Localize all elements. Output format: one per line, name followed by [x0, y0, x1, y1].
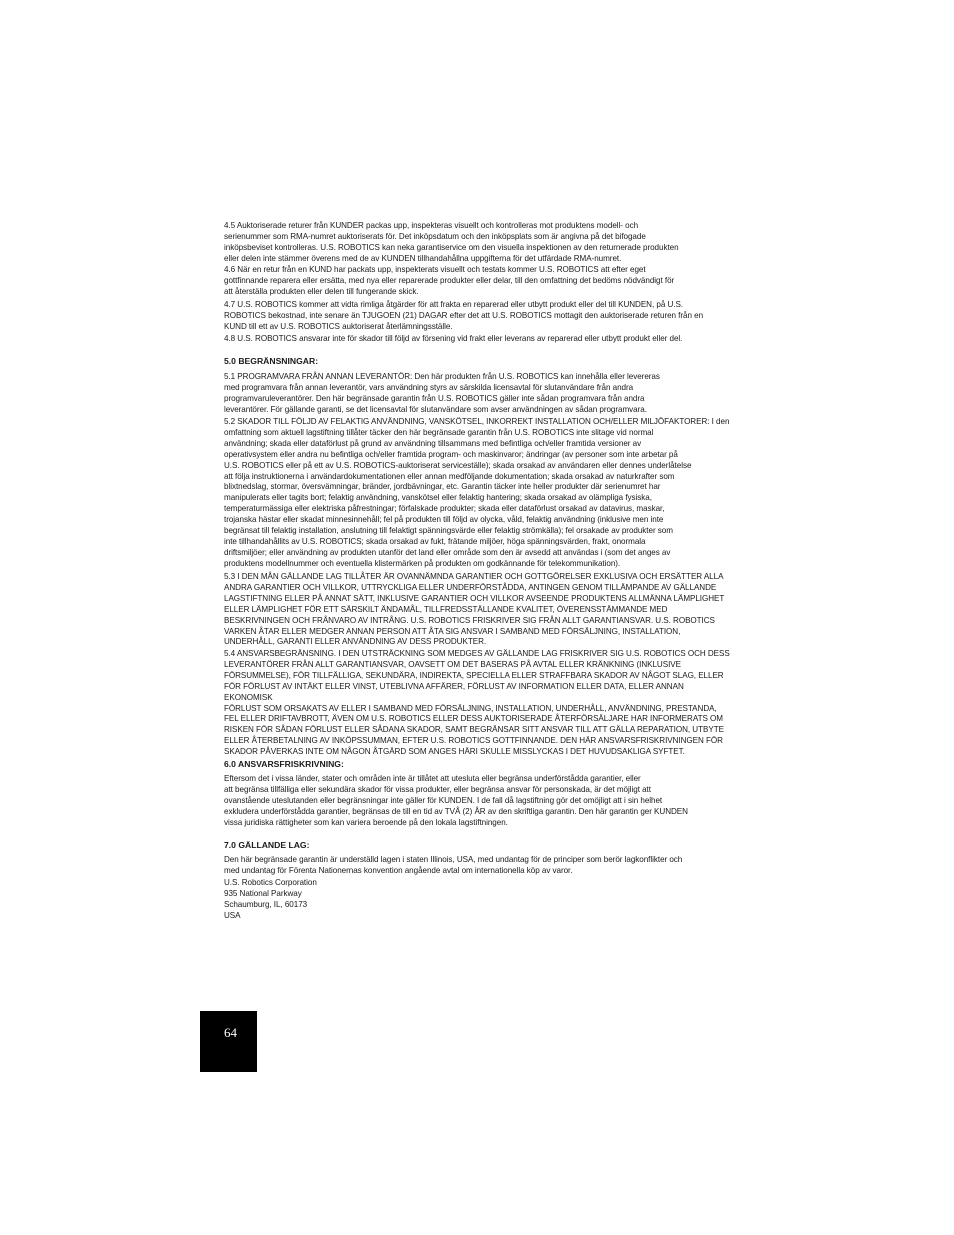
paragraph-6: Eftersom det i vissa länder, stater och områden inte är tillåtet att utesluta eller begränsa underförstådda garantier, eller att begränsa tillfälliga eller sekundära skador för vissa produkter, eller begränsa ansvar för personskada, är det möjligt att ovanstående uteslutanden eller begränsningar inte gäller för KUNDEN. I de fall då lagstiftning gör det omöjligt att i sin helhet exkludera underförstådda garantier, begränsas de till en tid av TVÅ (2) ÅR av den skriftliga garantin. Den här garantin ger KUNDEN vissa juridiska rättigheter som kan variera beroende på den lokala lagstiftningen.	[224, 774, 688, 827]
paragraph-4-6: 4.6 När en retur från en KUND har packats upp, inspekterats visuellt och testats kommer U.S. ROBOTICS att efter eget gottfinnande reparera eller ersätta, med nya eller reparerade produkter eller delar, till den omfattning det bedöms nödvändigt för att återställa produkten eller delen till fungerande skick.	[224, 265, 675, 296]
company-address: U.S. Robotics Corporation 935 National Parkway Schaumburg, IL, 60173 USA	[224, 878, 317, 920]
section-heading-7: 7.0 GÄLLANDE LAG:	[224, 840, 310, 850]
page-number: 64	[224, 1025, 237, 1040]
section-heading-5: 5.0 BEGRÄNSNINGAR:	[224, 356, 319, 366]
paragraph-5-1: 5.1 PROGRAMVARA FRÅN ANNAN LEVERANTÖR: Den här produkten från U.S. ROBOTICS kan innehålla eller levereras med programvara från annan leverantör, vars användning styrs av särskilda licensavtal för slutanvändare från andra programvaruleverantörer. Den här begränsade garantin från U.S. ROBOTICS gäller inte sådan programvara från andra leverantörer. För gällande garanti, se det licensavtal för slutanvändare som avser användningen av sådan programvara.	[224, 372, 660, 414]
paragraph-4-7: 4.7 U.S. ROBOTICS kommer att vidta rimliga åtgärder för att frakta en reparerad eller utbytt produkt eller del till KUNDEN, på U.S. ROBOTICS bekostnad, inte senare än TJUGOEN (21) DAGAR efter det att U.S. ROBOTICS mottagit den auktoriserade returen från en KUND till ett av U.S. ROBOTICS auktoriserat återlämningsställe.	[224, 300, 704, 331]
paragraph-5-2: 5.2 SKADOR TILL FÖLJD AV FELAKTIG ANVÄNDNING, VANSKÖTSEL, INKORREKT INSTALLATION OCH/ELLER MILJÖFAKTORER: I den omfattning som aktuell lagstiftning tillåter täcker den här begränsade garantin från U.S. ROBOTICS inte slitage vid normal användning; skada eller dataförlust på grund av användning tillsammans med befintliga och/eller framtida versioner av operativsystem eller andra nu befintliga och/eller framtida program- och maskinvaror; ändringar (av personer som inte arbetar på U.S. ROBOTICS eller på ett av U.S. ROBOTICS-auktoriserat serviceställe); skada orsakad av användaren eller dennes underlåtelse att följa instruktionerna i användardokumentationen eller annan medföljande dokumentation; skada orsakad av naturkrafter som blixtnedslag, stormar, översvämningar, bränder, jordbävningar, etc. Garantin täcker inte heller produkter där serienumret har manipulerats eller tagits bort; felaktig användning, vanskötsel eller felaktig hantering; skada orsakad av olämpliga fysiska, temperaturmässiga eller elektriska påfrestningar; förfalskade produkter; skada eller dataförlust orsakad av datavirus, maskar, trojanska hästar eller skadat minnesinnehåll; fel på produkten till följd av olycka, våld, felaktig användning (inklusive men inte begränsat till felaktig installation, anslutning till felaktigt spänningsvärde eller felaktig strömkälla); fel orsakade av produkter som inte tillhandahållits av U.S. ROBOTICS; skada orsakad av fukt, frätande miljöer, höga spänningsvärden, frakt, onormala driftsmiljöer; eller användning av produkten utanför det land eller område som den är avsedd att användas i (som det anges av produktens modellnummer och eventuella klistermärken på produkten om godkännande för telekommunikation).	[224, 417, 730, 568]
section-heading-6: 6.0 ANSVARSFRISKRIVNING:	[224, 759, 344, 769]
page-number-box	[200, 1011, 257, 1072]
paragraph-5-3: 5.3 I DEN MÅN GÄLLANDE LAG TILLÅTER ÄR OVANNÄMNDA GARANTIER OCH GOTTGÖRELSER EXKLUSIVA OCH ERSÄTTER ALLA ANDRA GARANTIER OCH VILLKOR, UTTRYCKLIGA ELLER UNDERFÖRSTÅDDA, ANTINGEN GENOM TILLÄMPANDE AV GÄLLANDE LAGSTIFTNING ELLER PÅ ANNAT SÄTT, INKLUSIVE GARANTIER OCH VILLKOR AVSEENDE PRODUKTENS ALLMÄNNA LÄMPLIGHET ELLER LÄMPLIGHET FÖR ETT SÄRSKILT ÄNDAMÅL, TILLFREDSSTÄLLANDE KVALITET, ÖVERENSSTÄMMANDE MED BESKRIVNINGEN OCH FRÅNVARO AV INTRÅNG. U.S. ROBOTICS FRISKRIVER SIG FRÅN ALLT GARANTIANSVAR. U.S. ROBOTICS VARKEN ÅTAR ELLER MEDGER ANNAN PERSON ATT ÅTA SIG ANSVAR I SAMBAND MED FÖRSÄLJNING, INSTALLATION, UNDERHÅLL, GARANTI ELLER ANVÄNDNING AV DESS PRODUKTER.	[224, 572, 725, 647]
paragraph-4-5: 4.5 Auktoriserade returer från KUNDER packas upp, inspekteras visuellt och kontrolleras mot produktens modell- och serienummer som RMA-numret auktoriserats för. Det inköpsdatum och den inköpsplats som är angivna på det bifogade inköpsbeviset kontrolleras. U.S. ROBOTICS kan neka garantiservice om den visuella inspektionen av den returnerade produkten eller delen inte stämmer överens med de av KUNDEN tillhandahållna uppgifterna för det utfärdade RMA-numret.	[224, 221, 679, 263]
paragraph-5-4: 5.4 ANSVARSBEGRÄNSNING. I DEN UTSTRÄCKNING SOM MEDGES AV GÄLLANDE LAG FRISKRIVER SIG U.S. ROBOTICS OCH DESS LEVERANTÖRER FRÅN ALLT GARANTIANSVAR, OAVSETT OM DET BASERAS PÅ AVTAL ELLER KRÄNKNING (INKLUSIVE FÖRSUMMELSE), FÖR TILLFÄLLIGA, SEKUNDÄRA, INDIREKTA, SPECIELLA ELLER STRAFFBARA SKADOR AV NÅGOT SLAG, ELLER FÖR FÖRLUST AV INTÄKT ELLER VINST, UTEBLIVNA AFFÄRER, FÖRLUST AV INFORMATION ELLER DATA, ELLER ANNAN EKONOMISK FÖRLUST SOM ORSAKATS AV ELLER I SAMBAND MED FÖRSÄLJNING, INSTALLATION, UNDERHÅLL, ANVÄNDNING, PRESTANDA, FEL ELLER DRIFTAVBROTT, ÄVEN OM U.S. ROBOTICS ELLER DESS AUKTORISERADE ÅTERFÖRSÄLJARE HAR INFORMERATS OM RISKEN FÖR SÅDAN FÖRLUST ELLER SÅDANA SKADOR, SAMT BEGRÄNSAR SITT ANSVAR TILL ATT GÄLLA REPARATION, UTBYTE ELLER ÅTERBETALNING AV INKÖPSSUMMAN, EFTER U.S. ROBOTICS GOTTFINNANDE. DEN HÄR ANSVARSFRISKRIVNINGEN FÖR SKADOR PÅVERKAS INTE OM NÅGON ÅTGÄRD SOM ANGES HÄRI SKULLE MISSLYCKAS I DET HUVUDSAKLIGA SYFTET.	[224, 649, 730, 757]
paragraph-4-8: 4.8 U.S. ROBOTICS ansvarar inte för skador till följd av försening vid frakt eller leverans av reparerad eller utbytt produkt eller del.	[224, 334, 683, 343]
paragraph-7: Den här begränsade garantin är underställd lagen i staten Illinois, USA, med undantag för de principer som berör lagkonflikter och med undantag för Förenta Nationernas konvention angående avtal om internationella köp av varor.	[224, 855, 683, 875]
